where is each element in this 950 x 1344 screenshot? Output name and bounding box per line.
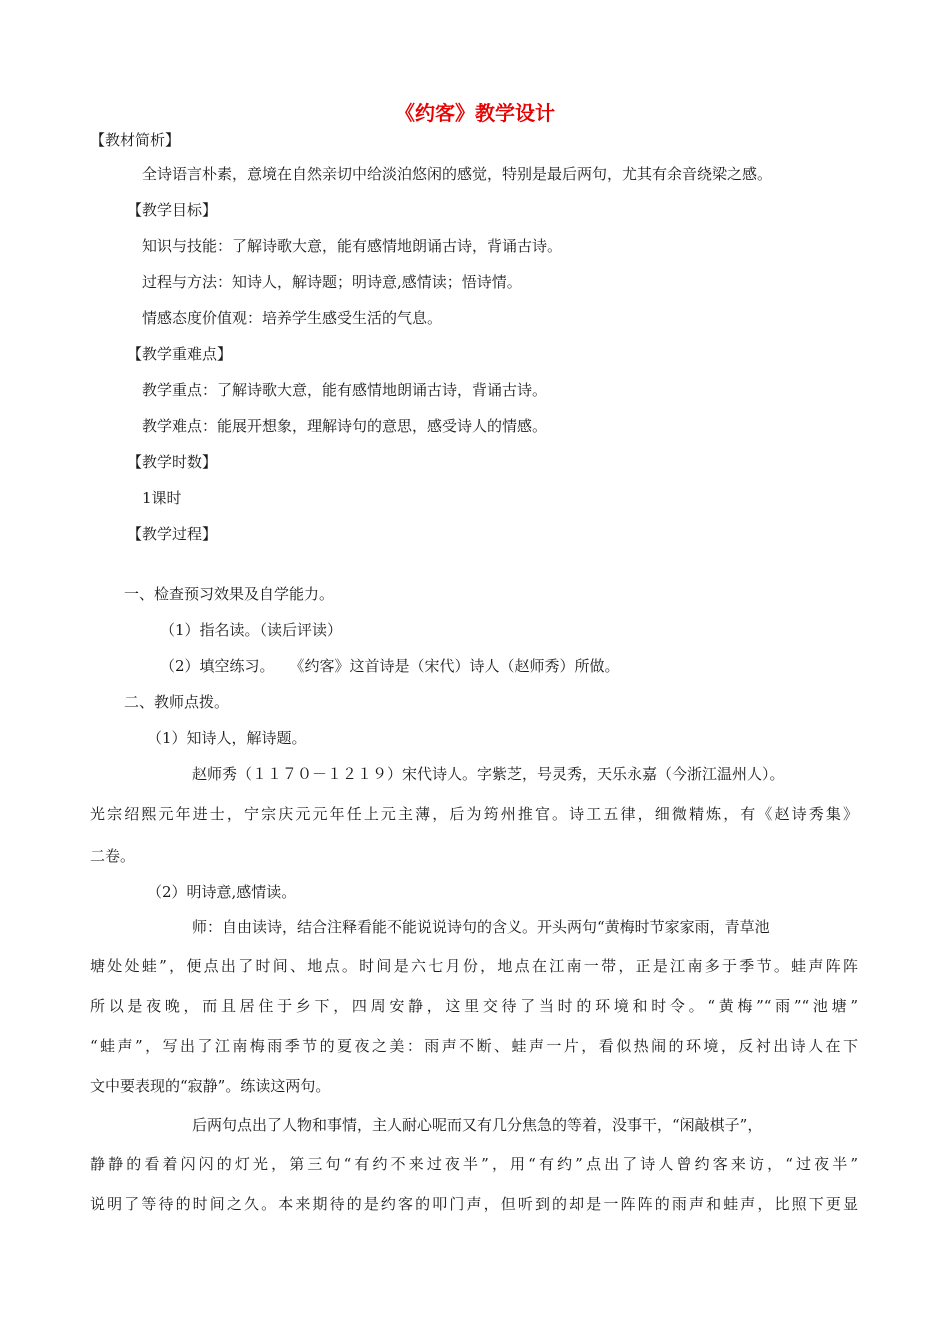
goal-process: 过程与方法：知诗人，解诗题；明诗意,感情读；悟诗情。 (142, 273, 522, 291)
keypoints-heading: 【教学重难点】 (127, 345, 233, 363)
keypoint-difficulty: 教学难点：能展开想象，理解诗句的意思，感受诗人的情感。 (142, 417, 548, 435)
hours-heading: 【教学时数】 (127, 453, 218, 471)
paragraph-line: 后两句点出了人物和事情，主人耐心呢而又有几分焦急的等着，没事干，“闲敲棋子”， (192, 1116, 763, 1134)
step-two: 二、教师点拨。 (124, 693, 230, 711)
paragraph-line: 文中要表现的“寂静”。练读这两句。 (90, 1077, 331, 1095)
analysis-text: 全诗语言朴素，意境在自然亲切中给淡泊悠闲的感觉，特别是最后两句，尤其有余音绕梁之感。 (142, 165, 773, 183)
paragraph-line: 说明了等待的时间之久。本来期待的是约客的叩门声，但听到的却是一阵阵的雨声和蛙声，比照下更显 (90, 1195, 858, 1213)
paragraph-line: 师：自由读诗，结合注释看能不能说说诗句的含义。开头两句“黄梅时节家家雨，青草池 (192, 918, 770, 936)
paragraph-line: 塘处处蛙”，便点出了时间、地点。时间是六七月份，地点在江南一带，正是江南多于季节。蛙声阵阵 (90, 957, 858, 975)
step-one-a: （1）指名读。（读后评读） (160, 621, 343, 639)
poet-bio-line: 二卷。 (90, 847, 136, 865)
process-heading: 【教学过程】 (127, 525, 218, 543)
step-two-a: （1）知诗人，解诗题。 (147, 729, 307, 747)
goal-knowledge: 知识与技能：了解诗歌大意，能有感情地朗诵古诗，背诵古诗。 (142, 237, 563, 255)
paragraph-line: 所以是夜晚，而且居住于乡下，四周安静，这里交待了当时的环境和时令。“黄梅”“雨”“池塘” (90, 997, 858, 1015)
paragraph-line: 静静的看着闪闪的灯光，第三句“有约不来过夜半”，用“有约”点出了诗人曾约客来访，“过夜半” (90, 1155, 858, 1173)
paragraph-line: “蛙声”，写出了江南梅雨季节的夏夜之美：雨声不断、蛙声一片，看似热闹的环境，反衬出诗人在下 (90, 1037, 858, 1055)
step-one: 一、检查预习效果及自学能力。 (124, 585, 335, 603)
step-one-b: （2）填空练习。 《约客》这首诗是（宋代）诗人（赵师秀）所做。 (160, 657, 620, 675)
poet-bio-line: 光宗绍熙元年进士，宁宗庆元元年任上元主薄，后为筠州推官。诗工五律，细微精炼，有《赵诗秀集》 (90, 805, 858, 823)
keypoint-focus: 教学重点：了解诗歌大意，能有感情地朗诵古诗，背诵古诗。 (142, 381, 548, 399)
goals-heading: 【教学目标】 (127, 201, 218, 219)
poet-bio-line: 赵师秀（１１７０－１２１９）宋代诗人。字紫芝，号灵秀，天乐永嘉（今浙江温州人）。 (192, 765, 785, 783)
hours-text: 1课时 (142, 489, 182, 507)
goal-emotion: 情感态度价值观：培养学生感受生活的气息。 (142, 309, 443, 327)
step-two-b: （2）明诗意,感情读。 (147, 883, 297, 901)
analysis-heading: 【教材简析】 (90, 131, 181, 149)
document-title: 《约客》教学设计 (395, 101, 555, 125)
